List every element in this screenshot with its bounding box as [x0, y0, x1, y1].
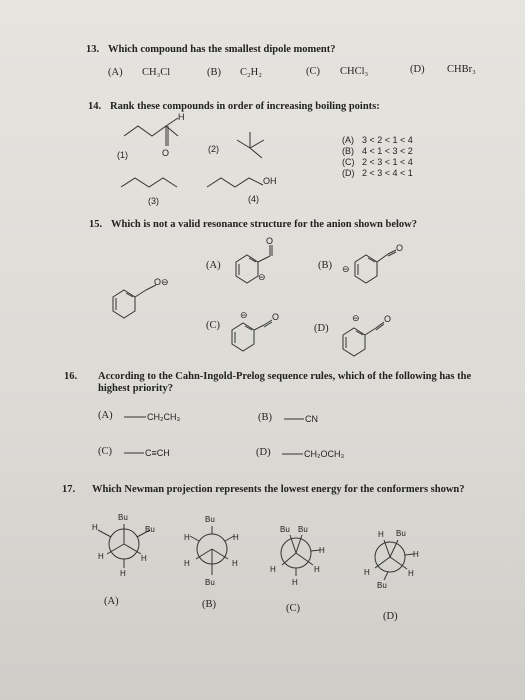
q14-option-b-value: 4 < 1 < 3 < 2 — [362, 146, 413, 156]
q15-a-o-label: O — [266, 236, 274, 246]
svg-text:Bu: Bu — [298, 525, 308, 534]
svg-text:Bu: Bu — [205, 515, 215, 524]
q14-option-b-letter[interactable]: (B) — [342, 146, 354, 156]
q14-h-label: H — [178, 112, 185, 122]
q13-option-a-letter[interactable]: (A) — [108, 67, 123, 78]
q16-option-a-letter[interactable]: (A) — [98, 410, 113, 421]
q17-option-a-letter[interactable]: (A) — [104, 596, 119, 607]
q14-option-d-value: 2 < 3 < 4 < 1 — [362, 168, 413, 178]
q13-option-b-letter[interactable]: (B) — [207, 67, 221, 78]
svg-text:H: H — [233, 533, 239, 542]
svg-text:H: H — [184, 559, 190, 568]
q15-option-d-letter[interactable]: (D) — [314, 323, 329, 334]
q15-a-charge: ⊖ — [258, 272, 266, 282]
q15-option-c-letter[interactable]: (C) — [206, 320, 220, 331]
q14-label-4: (4) — [248, 194, 259, 204]
svg-text:H: H — [314, 565, 320, 574]
q16-option-a-value: CH₂CH₃ — [147, 412, 181, 422]
q13-option-d-letter[interactable]: (D) — [410, 64, 425, 75]
q16-option-c-value: C≡CH — [145, 448, 170, 458]
svg-text:H: H — [120, 569, 126, 578]
q13-number: 13. — [86, 44, 100, 55]
q16-text: According to the Cahn-Ingold-Prelog sequence rules, which of the following has the highest priority? — [98, 371, 472, 394]
q13-option-d-value: CHBr₃ — [447, 64, 476, 75]
q15-option-a-letter[interactable]: (A) — [206, 260, 221, 271]
svg-text:Bu: Bu — [377, 581, 387, 590]
q15-option-b-letter[interactable]: (B) — [318, 260, 332, 271]
q15-b-o-label: O — [396, 243, 404, 253]
q15-number: 15. — [89, 219, 103, 230]
q14-oh-label: OH — [263, 176, 277, 186]
q15-c-charge: ⊖ — [240, 310, 248, 320]
q16-number: 16. — [64, 371, 78, 382]
q13-option-c-value: CHCl₃ — [340, 66, 369, 77]
q16-option-b-letter[interactable]: (B) — [258, 412, 272, 423]
q16-option-d-value: CH₂OCH₃ — [304, 449, 345, 459]
q16-option-c-letter[interactable]: (C) — [98, 446, 112, 457]
svg-text:H: H — [408, 569, 414, 578]
q14-text: Rank these compounds in order of increasing boiling points: — [110, 101, 380, 112]
svg-text:H: H — [319, 546, 325, 555]
q14-label-2: (2) — [208, 144, 219, 154]
svg-text:H: H — [378, 530, 384, 539]
q15-b-charge: ⊖ — [342, 264, 350, 274]
q17-option-b-letter[interactable]: (B) — [202, 599, 216, 610]
q14-o-label: O — [162, 148, 170, 158]
q17-text: Which Newman projection represents the lowest energy for the conformers shown? — [92, 484, 465, 495]
svg-text:H: H — [364, 568, 370, 577]
q14-option-a-letter[interactable]: (A) — [342, 135, 354, 145]
svg-text:Bu: Bu — [396, 529, 406, 538]
q15-anion-label: O⊖ — [154, 277, 169, 287]
q14-number: 14. — [88, 101, 102, 112]
q16-option-d-letter[interactable]: (D) — [256, 447, 271, 458]
q15-d-o-label: O — [384, 314, 392, 324]
svg-text:H: H — [270, 565, 276, 574]
svg-text:H: H — [98, 552, 104, 561]
q14-label-3: (3) — [148, 196, 159, 206]
q14-label-1: (1) — [117, 150, 128, 160]
svg-text:H: H — [141, 554, 147, 563]
q17-option-c-letter[interactable]: (C) — [286, 603, 300, 614]
svg-text:H: H — [413, 550, 419, 559]
q14-option-c-value: 2 < 3 < 1 < 4 — [362, 157, 413, 167]
svg-text:H: H — [184, 533, 190, 542]
svg-text:Bu: Bu — [205, 578, 215, 587]
q15-d-charge: ⊖ — [352, 313, 360, 323]
q13-text: Which compound has the smallest dipole moment? — [108, 44, 336, 55]
q14-option-a-value: 3 < 2 < 1 < 4 — [362, 135, 413, 145]
q16-option-b-value: CN — [305, 414, 318, 424]
q17-a-top: Bu — [118, 513, 128, 522]
q14-option-c-letter[interactable]: (C) — [342, 157, 355, 167]
svg-text:Bu: Bu — [145, 525, 155, 534]
q13-option-c-letter[interactable]: (C) — [306, 66, 320, 77]
q17-option-d-letter[interactable]: (D) — [383, 611, 398, 622]
q17-number: 17. — [62, 484, 76, 495]
svg-text:H: H — [232, 559, 238, 568]
q13-option-a-value: CH₃Cl — [142, 67, 171, 78]
q15-text: Which is not a valid resonance structure for the anion shown below? — [111, 219, 417, 230]
svg-text:Bu: Bu — [280, 525, 290, 534]
svg-text:H: H — [92, 523, 98, 532]
q15-c-o-label: O — [272, 312, 280, 322]
svg-text:H: H — [292, 578, 298, 587]
q14-option-d-letter[interactable]: (D) — [342, 168, 355, 178]
q13-option-b-value: C₂H₂ — [240, 67, 262, 78]
